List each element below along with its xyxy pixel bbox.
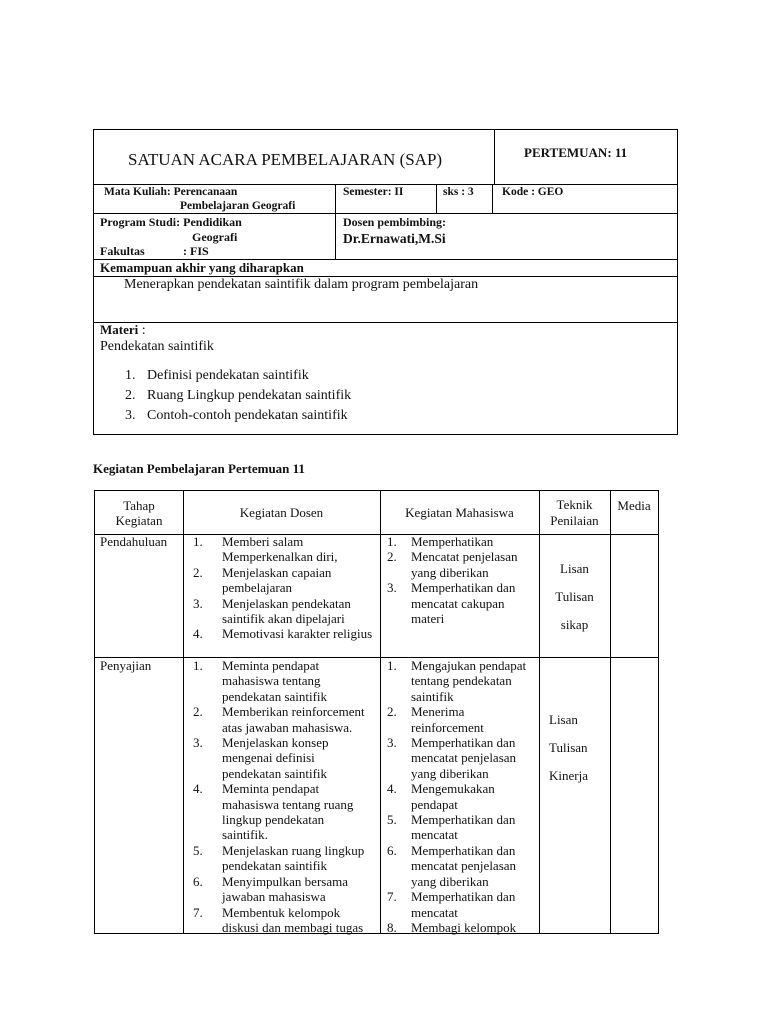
list-text: Memperhatikan dan mencatat [411,812,516,843]
list-text: Meminta pendapat mahasiswa tentang ruang lingkup pendekatan saintifik. [222,781,354,843]
materi-label: Materi [100,322,139,337]
list-item [387,735,537,781]
teknik-item: Lisan [549,712,578,727]
divider [94,184,677,185]
list-item [387,812,537,843]
list-item [193,704,373,735]
list-text: Menjelaskan ruang lingkup pendekatan saintifik [222,842,365,874]
list-item [387,534,537,549]
list-number: 2. [125,388,136,403]
list-text: Memperhatikan dan mencatat [411,889,516,920]
list-number: 4. [193,626,203,642]
header-media-label: Media [617,498,651,514]
list-text: Mengemukakan pendapat [411,781,495,812]
list-text: Memperhatikan dan mencatat cakupan materi [411,580,516,627]
list-text: Menjelaskan pendekatan saintifik akan dipelajari [222,595,351,627]
list-item [193,781,373,843]
kemampuan-text: Menerapkan pendekatan saintifik dalam program pembelajaran [124,277,479,292]
divider [380,491,381,933]
semester-field: Semester: II [343,186,404,198]
mata-kuliah-value: Pembelajaran Geografi [180,200,296,212]
divider [95,534,658,535]
list-number: 6. [387,842,397,858]
list-number: 1. [387,534,397,549]
list-number: 3. [193,735,203,751]
header-dosen [183,491,380,534]
header-media [610,491,658,521]
dosen-label: Dosen pembimbing: [343,215,447,229]
kemampuan-label: Kemampuan akhir yang diharapkan [100,260,304,275]
list-text: Memperhatikan dan mencatat penjelasan yang diberikan [411,842,517,889]
list-item [193,534,373,565]
list-item [193,565,373,596]
divider [610,491,611,933]
header-tahap-label: Tahap Kegiatan [115,497,163,528]
list-item [387,704,537,735]
teknik-item: sikap [560,617,589,632]
prodi-label: Program Studi: Pendidikan [100,215,242,229]
list-text: Mencatat penjelasan yang diberikan [411,549,518,580]
kode-field: Kode : GEO [502,186,564,198]
list-item [387,580,537,626]
fakultas-value: : FIS [183,244,209,258]
list-number: 1. [193,534,203,549]
divider [436,184,437,214]
fakultas-label: Fakultas [100,244,145,258]
dosen-name: Dr.Ernawati,M.Si [343,231,446,246]
list-text: Menerima reinforcement [411,704,484,735]
activity-table [94,490,659,934]
list-text: Ruang Lingkup pendekatan saintifik [147,388,352,403]
list-number: 7. [193,904,203,920]
list-number: 7. [387,889,397,905]
list-text: Menjelaskan konsep mengenai definisi pendekatan saintifik [222,735,329,781]
list-text: Membagi kelompok [411,919,517,935]
list-text: Memberikan reinforcement atas jawaban mahasiswa. [222,704,365,735]
dosen-list [193,658,373,935]
list-item [193,658,373,704]
list-number: 4. [193,781,203,797]
list-item [193,874,373,905]
list-item [387,889,537,920]
list-text: Definisi pendekatan saintifik [147,368,309,383]
list-item [387,781,537,812]
list-number: 1. [387,658,397,673]
list-text: Mengajukan pendapat tentang pendekatan saintifik [411,658,527,704]
materi-colon: : [141,323,146,338]
sks-field: sks : 3 [443,186,474,198]
list-number: 4. [387,781,397,797]
list-item [387,843,537,889]
list-item [387,920,537,935]
divider [335,184,336,259]
materi-topic: Pendekatan saintifik [100,339,214,354]
header-mahasiswa-label: Kegiatan Mahasiswa [405,504,514,520]
header-mahasiswa [380,491,539,534]
divider [94,213,677,214]
list-number: 2. [193,564,203,580]
list-number: 5. [193,842,203,858]
list-text: Meminta pendapat mahasiswa tentang pendekatan saintifik [222,658,328,704]
teknik-item: Lisan [560,561,589,576]
list-number: 3. [125,408,136,423]
divider [492,184,493,214]
dosen-list [193,534,373,642]
divider [183,491,184,933]
list-text: Memberi salam Memperkenalkan diri, [222,534,338,565]
divider [94,322,677,323]
list-item [193,905,373,936]
divider [539,491,540,933]
tahap-penyajian: Penyajian [100,658,152,673]
tahap-pendahuluan: Pendahuluan [100,534,168,549]
divider [95,657,658,658]
materi-heading [100,322,146,339]
teknik-item: Tulisan [549,740,588,755]
list-number: 3. [387,735,397,751]
list-number: 6. [193,873,203,889]
header-dosen-label: Kegiatan Dosen [239,504,324,520]
list-item [387,658,537,704]
list-number: 3. [387,580,397,596]
header-teknik [539,491,610,534]
list-number: 2. [193,704,203,720]
list-item [193,735,373,781]
list-number: 1. [193,658,203,673]
pertemuan-label: PERTEMUAN: 11 [524,145,628,160]
header-tahap [95,492,183,534]
document-title: SATUAN ACARA PEMBELAJARAN (SAP) [128,150,443,169]
list-number: 1. [125,368,136,383]
list-text: Memperhatikan dan mencatat penjelasan yang diberikan [411,735,517,781]
list-number: 2. [387,704,397,720]
list-text: Menyimpulkan bersama jawaban mahasiswa [222,873,348,905]
mahasiswa-list [387,658,537,935]
section-heading: Kegiatan Pembelajaran Pertemuan 11 [93,461,305,476]
header-teknik-label: Teknik Penilaian [550,497,599,528]
list-number: 8. [387,919,397,935]
list-text: Membentuk kelompok diskusi dan membagi tugas [222,904,364,935]
teknik-item: Tulisan [555,589,594,604]
list-text: Memotivasi karakter religius [222,626,373,642]
list-number: 2. [387,549,397,565]
list-number: 3. [193,595,203,611]
list-item [387,549,537,580]
list-item [193,843,373,874]
sap-header-table [93,129,678,435]
mata-kuliah-label: Mata Kuliah: Perencanaan [104,186,238,198]
list-text: Memperhatikan [411,534,494,549]
list-item [193,596,373,627]
list-item [193,626,373,641]
list-text: Menjelaskan capaian pembelajaran [222,564,332,596]
list-text: Contoh-contoh pendekatan saintifik [147,408,348,423]
divider [494,130,495,185]
mahasiswa-list [387,534,537,626]
prodi-value: Geografi [192,230,238,244]
list-number: 5. [387,812,397,828]
teknik-item: Kinerja [549,768,588,783]
